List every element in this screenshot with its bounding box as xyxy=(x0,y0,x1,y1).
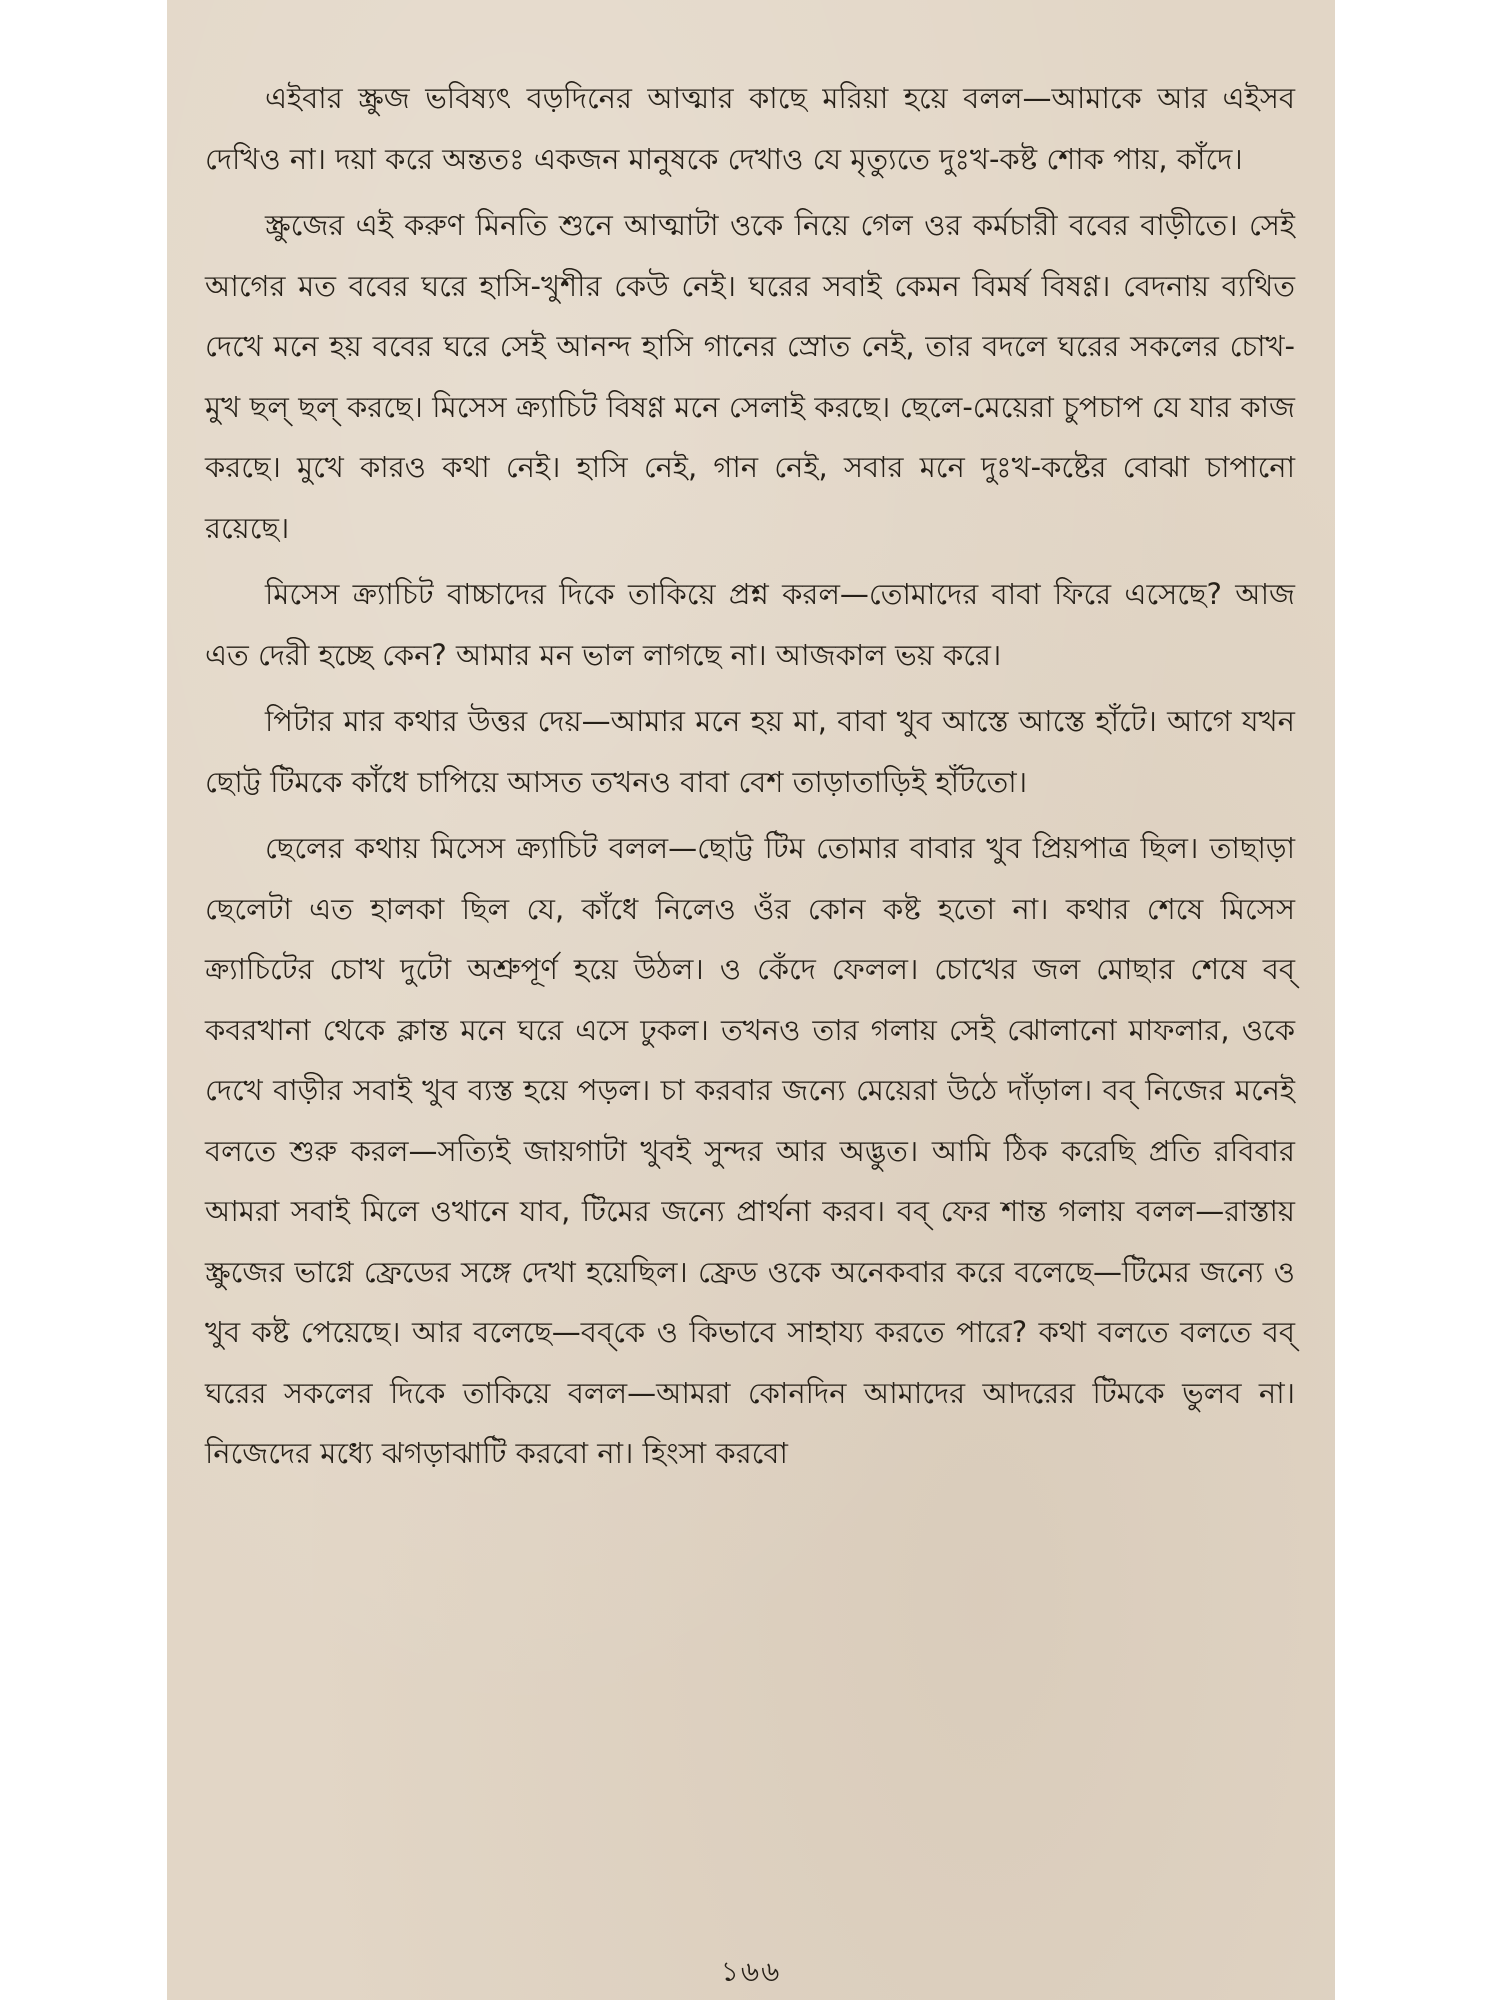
book-page xyxy=(167,0,1335,2000)
paragraph-2: স্ক্রুজের এই করুণ মিনতি শুনে আত্মাটা ওকে নিয়ে গেল ওর কর্মচারী ববের বাড়ীতে। সেই আগের মত ববের ঘরে হাসি-খুশীর কেউ নেই। ঘরের সবাই কেমন বিমর্ষ বিষণ্ণ। বেদনায় ব্যথিত দেখে মনে হয় ববের ঘরে সেই আনন্দ হাসি গানের স্রোত নেই, তার বদলে ঘরের সকলের চোখ-মুখ ছল্ ছল্ করছে। মিসেস ক্র্যাচিট বিষণ্ণ মনে সেলাই করছে। ছেলে-মেয়েরা চুপচাপ যে যার কাজ করছে। মুখে কারও কথা নেই। হাসি নেই, গান নেই, সবার মনে দুঃখ-কষ্টের বোঝা চাপানো রয়েছে। xyxy=(205,208,1295,545)
paragraph-4: পিটার মার কথার উত্তর দেয়—আমার মনে হয় মা, বাবা খুব আস্তে আস্তে হাঁটে। আগে যখন ছোট্ট টিমকে কাঁধে চাপিয়ে আসত তখনও বাবা বেশ তাড়াতাড়িই হাঁটতো। xyxy=(205,704,1295,799)
paragraph-1: এইবার স্ক্রুজ ভবিষ্যৎ বড়দিনের আত্মার কাছে মরিয়া হয়ে বলল—আমাকে আর এইসব দেখিও না। দয়া করে অন্ততঃ একজন মানুষকে দেখাও যে মৃত্যুতে দুঃখ-কষ্ট শোক পায়, কাঁদে। xyxy=(205,81,1295,176)
paragraph-5: ছেলের কথায় মিসেস ক্র্যাচিট বলল—ছোট্ট টিম তোমার বাবার খুব প্রিয়পাত্র ছিল। তাছাড়া ছেলেটা এত হালকা ছিল যে, কাঁধে নিলেও ওঁর কোন কষ্ট হতো না। কথার শেষে মিসেস ক্র্যাচিটের চোখ দুটো অশ্রুপূর্ণ হয়ে উঠল। ও কেঁদে ফেলল। চোখের জল মোছার শেষে বব্ কবরখানা থেকে ক্লান্ত মনে ঘরে এসে ঢুকল। তখনও তার গলায় সেই ঝোলানো মাফলার, ওকে দেখে বাড়ীর সবাই খুব ব্যস্ত হয়ে পড়ল। চা করবার জন্যে মেয়েরা উঠে দাঁড়াল। বব্ নিজের মনেই বলতে শুরু করল—সত্যিই জায়গাটা খুবই সুন্দর আর অদ্ভুত। আমি ঠিক করেছি প্রতি রবিবার আমরা সবাই মিলে ওখানে যাব, টিমের জন্যে প্রার্থনা করব। বব্ ফের শান্ত গলায় বলল—রাস্তায় স্ক্রুজের ভাগ্নে ফ্রেডের সঙ্গে দেখা হয়েছিল। ফ্রেড ওকে অনেকবার করে বলেছে—টিমের জন্যে ও খুব কষ্ট পেয়েছে। আর বলেছে—বব্‌কে ও কিভাবে সাহায্য করতে পারে? কথা বলতে বলতে বব্ ঘরের সকলের দিকে তাকিয়ে বলল—আমরা কোনদিন আমাদের আদরের টিমকে ভুলব না। নিজেদের মধ্যে ঝগড়াঝাটি করবো না। হিংসা করবো xyxy=(205,831,1295,1470)
paragraph-3: মিসেস ক্র্যাচিট বাচ্চাদের দিকে তাকিয়ে প্রশ্ন করল—তোমাদের বাবা ফিরে এসেছে? আজ এত দেরী হচ্ছে কেন? আমার মন ভাল লাগছে না। আজকাল ভয় করে। xyxy=(205,577,1295,672)
page-number: ১৬৬ xyxy=(720,1955,782,1988)
body-text xyxy=(205,68,1295,1490)
